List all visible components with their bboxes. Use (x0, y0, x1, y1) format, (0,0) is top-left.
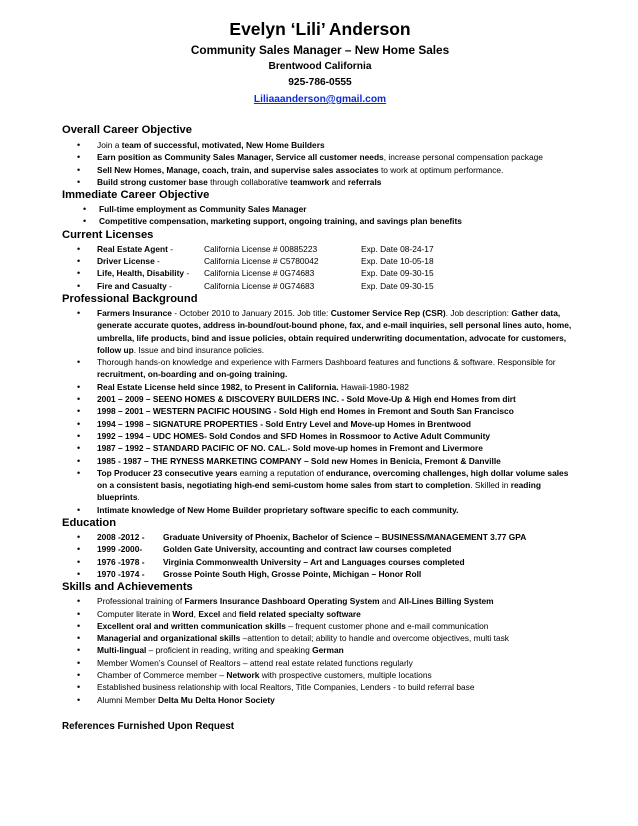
education-list (62, 531, 578, 580)
candidate-name: Evelyn ‘Lili’ Anderson (229, 19, 411, 39)
license-number: California License # 00885223 (204, 243, 318, 254)
list-item (62, 307, 578, 356)
candidate-title: Community Sales Manager – New Home Sales (190, 43, 450, 57)
list-item (62, 215, 578, 227)
license-expiry: Exp. Date 09-30-15 (361, 280, 434, 291)
list-item (62, 595, 578, 607)
emphasis: Full-time employment as Community Sales Manager (99, 204, 307, 215)
education-item (62, 531, 578, 543)
background-list (62, 307, 578, 516)
education-years: 1976 -1978 - (97, 556, 145, 567)
emphasis: 1987 – 1992 – STANDARD PACIFIC OF NO. CAL.- Sold move-up homes in Fremont and Livermore (97, 443, 483, 454)
text: - October 2010 to January 2015. Job title: (171, 307, 331, 318)
references-note: References Furnished Upon Request (62, 720, 235, 732)
list-item (62, 405, 578, 417)
text: and (220, 608, 239, 619)
license-expiry: Exp. Date 08-24-17 (361, 243, 434, 254)
license-type: Driver License (97, 256, 155, 267)
separator: - (167, 243, 174, 254)
emphasis: Competitive compensation, marketing support, ongoing training, and savings plan benefits (99, 216, 462, 227)
text: –attention to detail; ability to handle and overcome objectives, multi task (240, 633, 509, 644)
list-item (62, 418, 578, 430)
education-item (62, 556, 578, 568)
education-years: 1970 -1974 - (97, 568, 145, 579)
emphasis: German (312, 645, 344, 656)
education-years: 2008 -2012 - (97, 532, 145, 543)
education-item (62, 543, 578, 555)
emphasis: 2001 – 2009 – SEENO HOMES & DISCOVERY BUILDERS INC. - Sold Move-Up & High end Homes from dirt (97, 394, 516, 405)
list-item (62, 356, 578, 381)
emphasis: field related specialty software (238, 608, 361, 619)
list-item (62, 203, 578, 215)
text: , (193, 608, 199, 619)
emphasis: reading blueprints (97, 480, 541, 503)
text: to work at optimum performance. (378, 164, 504, 175)
section-heading-overall-objective: Overall Career Objective (62, 124, 192, 136)
text: and (329, 176, 348, 187)
list-item (62, 620, 578, 632)
education-desc: Graduate University of Phoenix, Bachelor of Science – BUSINESS/MANAGEMENT 3.77 GPA (163, 532, 527, 543)
emphasis: Excel (198, 608, 221, 619)
license-number: California License # 0G74683 (204, 280, 315, 291)
license-number: California License # C5780042 (204, 256, 319, 267)
list-item (62, 393, 578, 405)
emphasis: team of successful, motivated, New Home Builders (121, 140, 325, 150)
candidate-location: Brentwood California (268, 61, 372, 72)
emphasis: 1994 – 1998 – SIGNATURE PROPERTIES - Sold Entry Level and Move-up Homes in Brentwood (97, 418, 472, 429)
emphasis: referrals (347, 176, 382, 187)
text: Hawaii-1980-1982 (338, 381, 409, 392)
text: . Skilled in (470, 480, 511, 491)
list-item (62, 681, 578, 693)
license-row (62, 243, 578, 255)
education-item (62, 568, 578, 580)
emphasis: recruitment, on-boarding and on-going training. (97, 369, 288, 380)
text: . Issue and bind insurance policies. (133, 344, 265, 355)
separator: - (154, 256, 160, 267)
immediate-objective-list (62, 203, 578, 228)
emphasis: Delta Mu Delta Honor Society (157, 694, 275, 705)
education-desc: Grosse Pointe South High, Grosse Pointe, Michigan – Honor Roll (163, 568, 422, 579)
resume-header (62, 18, 578, 107)
emphasis: Managerial and organizational skills (97, 633, 241, 644)
license-type: Life, Health, Disability (97, 268, 185, 279)
emphasis: 1998 – 2001 – WESTERN PACIFIC HOUSING - Sold High end Homes in Fremont and South San Francisco (97, 406, 514, 417)
education-years: 1999 -2000- (97, 544, 143, 555)
licenses-list (62, 243, 578, 292)
text: Professional training of (97, 596, 185, 607)
emphasis: Earn position as Community Sales Manager, Service all customer needs (97, 152, 384, 163)
skills-list (62, 595, 578, 706)
emphasis: Multi-lingual (97, 645, 147, 656)
emphasis: 1985 - 1987 – THE RYNESS MARKETING COMPANY – Sold new Homes in Benicia, Fremont & Danville (97, 455, 501, 466)
text: through collaborative (207, 176, 291, 187)
text: – frequent customer phone and e-mail communication (285, 620, 489, 631)
list-item (62, 176, 578, 188)
text: . (137, 492, 140, 503)
section-heading-education: Education (62, 517, 117, 530)
text: . Job description: (445, 307, 512, 318)
emphasis: teamwork (290, 176, 330, 187)
license-expiry: Exp. Date 09-30-15 (361, 268, 434, 279)
text: Alumni Member (97, 694, 158, 705)
license-row (62, 280, 578, 292)
license-row (62, 255, 578, 267)
list-item (62, 381, 578, 393)
emphasis: Excellent oral and written communication skills (97, 620, 286, 631)
text: Thorough hands-on knowledge and experience with Farmers Dashboard features and functions & software. Responsible for (97, 357, 556, 368)
list-item (62, 644, 578, 656)
list-item (62, 694, 578, 706)
list-item (62, 455, 578, 467)
overall-objective-list (62, 139, 578, 188)
text: with prospective customers, multiple locations (259, 669, 432, 680)
list-item (62, 504, 578, 516)
text: Established business relationship with local Realtors, Title Companies, Lenders - to build referral base (97, 682, 475, 693)
section-heading-skills: Skills and Achievements (62, 581, 193, 594)
list-item (62, 632, 578, 644)
emphasis: Farmers Insurance (97, 307, 172, 318)
candidate-phone: 925-786-0555 (288, 77, 352, 88)
emphasis: Gather data, generate accurate quotes, address in-bound/out-bound phone, fax, and e-mail inquiries, sell personal lines auto, home, umbrella, life products, bind and issue policies, obtain required underwriting documentation, advocate for customers, follow up (97, 307, 572, 355)
emphasis: Customer Service Rep (CSR) (330, 307, 446, 318)
emphasis: Intimate knowledge of New Home Builder proprietary software specific to each community. (97, 504, 459, 515)
list-item (62, 467, 578, 504)
emphasis: Real Estate License held since 1982, to Present in California. (97, 381, 339, 392)
candidate-email-link[interactable]: Liliaaanderson@gmail.com (253, 94, 387, 105)
emphasis: Build strong customer base (97, 176, 208, 187)
text: Computer literate in (97, 608, 173, 619)
section-heading-professional-background: Professional Background (62, 292, 198, 305)
separator: - (166, 280, 172, 291)
license-expiry: Exp. Date 10-05-18 (361, 256, 434, 267)
list-item (62, 608, 578, 620)
emphasis: Network (226, 669, 260, 680)
text: and (379, 596, 399, 607)
text: Member Women’s Counsel of Realtors – attend real estate related functions regularly (97, 657, 413, 668)
emphasis: Top Producer 23 consecutive years (97, 467, 238, 478)
emphasis: endurance, overcoming challenges, high dollar volume sales on a consistent basis, negotiating high-end semi-custom home sales from start to completion (97, 467, 569, 491)
list-item (62, 151, 578, 163)
license-row (62, 267, 578, 279)
emphasis: Sell New Homes, Manage, coach, train, and supervise sales associates (97, 164, 379, 175)
emphasis: Farmers Insurance Dashboard Operating System (184, 596, 380, 607)
license-type: Fire and Casualty (97, 280, 167, 291)
list-item (62, 164, 578, 176)
text: , increase personal compensation package (383, 152, 543, 163)
list-item (62, 430, 578, 442)
text: – proficient in reading, writing and speaking (146, 645, 313, 656)
emphasis: 1992 – 1994 – UDC HOMES- Sold Condos and SFD Homes in Rossmoor to Active Adult Community (97, 430, 491, 441)
list-item (62, 669, 578, 681)
license-type: Real Estate Agent (97, 243, 168, 254)
section-heading-immediate-objective: Immediate Career Objective (62, 189, 210, 202)
separator: - (184, 268, 190, 279)
text: Chamber of Commerce member – (97, 669, 227, 680)
emphasis: All-Lines Billing System (398, 596, 494, 607)
list-item (62, 442, 578, 454)
license-number: California License # 0G74683 (204, 268, 315, 279)
list-item (62, 657, 578, 669)
text: earning a reputation of (237, 467, 326, 478)
section-heading-licenses: Current Licenses (62, 228, 154, 241)
education-desc: Virginia Commonwealth University – Art and Languages courses completed (163, 556, 465, 567)
list-item (62, 139, 578, 151)
education-desc: Golden Gate University, accounting and contract law courses completed (163, 544, 452, 555)
text: Join a (97, 140, 122, 150)
emphasis: Word (172, 608, 194, 619)
